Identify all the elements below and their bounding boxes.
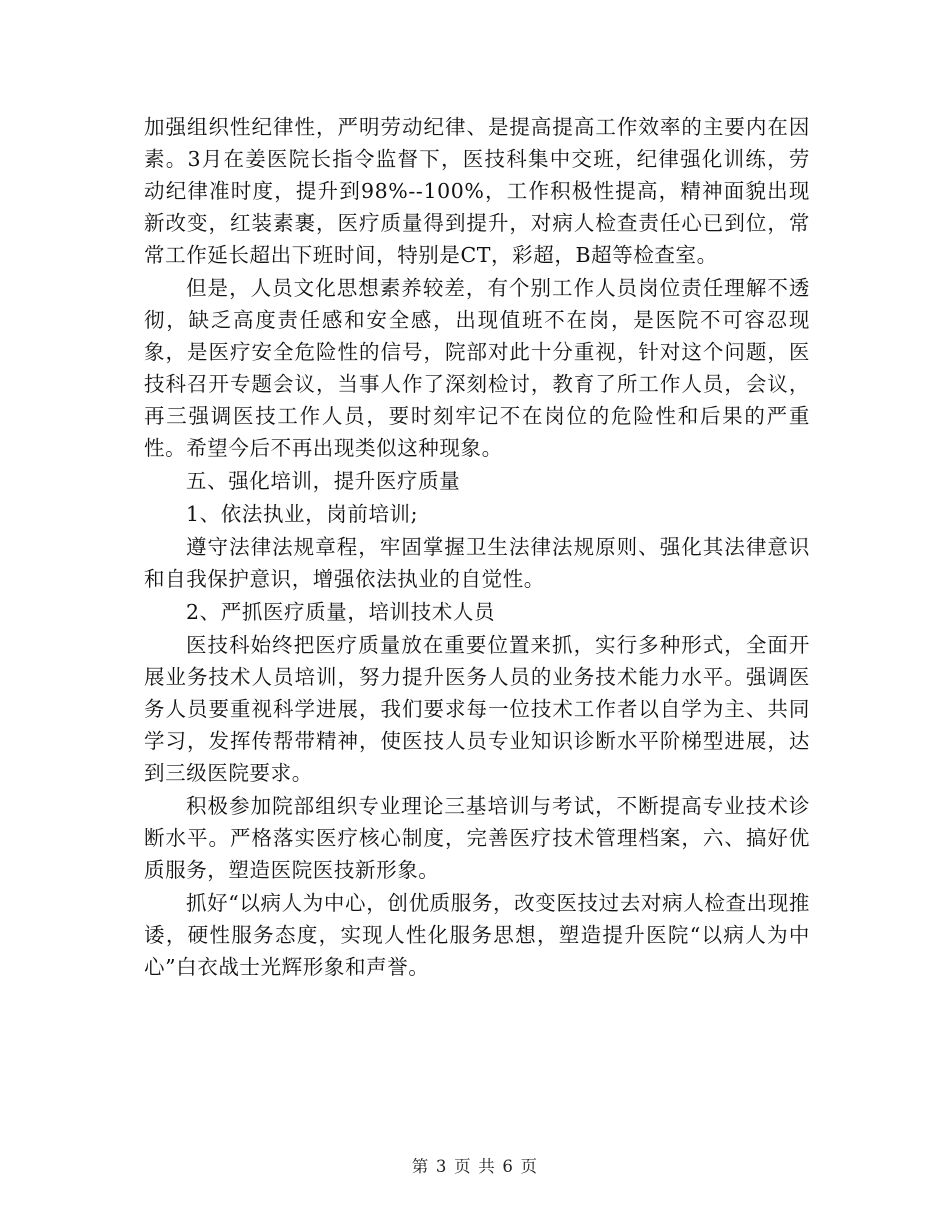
subheading-legal-practice: 1、依法执业，岗前培训; [186,502,419,526]
section-heading-training: 五、强化培训，提升医疗质量 [186,469,461,493]
paragraph-exam-participation: 积极参加院部组织专业理论三基培训与考试，不断提高专业技术诊断水平。严格落实医疗核心制度，完善医疗技术管理档案，六、搞好优质服务，塑造医院医技新形象。 [144,794,810,882]
subheading-quality-training: 2、严抓医疗质量，培训技术人员 [186,600,496,624]
paragraph-legal-awareness: 遵守法律法规章程，牢固掌握卫生法律法规原则、强化其法律意识和自我保护意识，增强依法执业的自觉性。 [144,535,810,591]
paragraph-discipline: 加强组织性纪律性，严明劳动纪律、是提高提高工作效率的主要内在因素。3月在姜医院长指令监督下，医技科集中交班，纪律强化训练，劳动纪律准时度，提升到98%--100%，工作积极性提高，精神面貌出现新改变，红装素裹，医疗质量得到提升，对病人检查责任心已到位，常常工作延长超出下班时间，特别是CT，彩超，B超等检查室。 [144,115,810,267]
page-number-footer: 第 3 页 共 6 页 [411,1157,539,1176]
paragraph-staff-issues: 但是，人员文化思想素养较差，有个别工作人员岗位责任理解不透彻，缺乏高度责任感和安全感，出现值班不在岗，是医院不可容忍现象，是医疗安全危险性的信号，院部对此十分重视，针对这个问题，医技科召开专题会议，当事人作了深刻检讨，教育了所工作人员，会议，再三强调医技工作人员，要时刻牢记不在岗位的危险性和后果的严重性。希望今后不再出现类似这种现象。 [144,276,810,460]
paragraph-patient-service: 抓好“以病人为中心，创优质服务，改变医技过去对病人检查出现推诿，硬性服务态度，实现人性化服务思想，塑造提升医院“以病人为中心”白衣战士光辉形象和声誉。 [144,891,810,979]
document-body [144,111,810,983]
paragraph-quality-focus: 医技科始终把医疗质量放在重要位置来抓，实行多种形式，全面开展业务技术人员培训，努力提升医务人员的业务技术能力水平。强调医务人员要重视科学进展，我们要求每一位技术工作者以自学为主、共同学习，发挥传帮带精神，使医技人员专业知识诊断水平阶梯型进展，达到三级医院要求。 [144,633,810,785]
